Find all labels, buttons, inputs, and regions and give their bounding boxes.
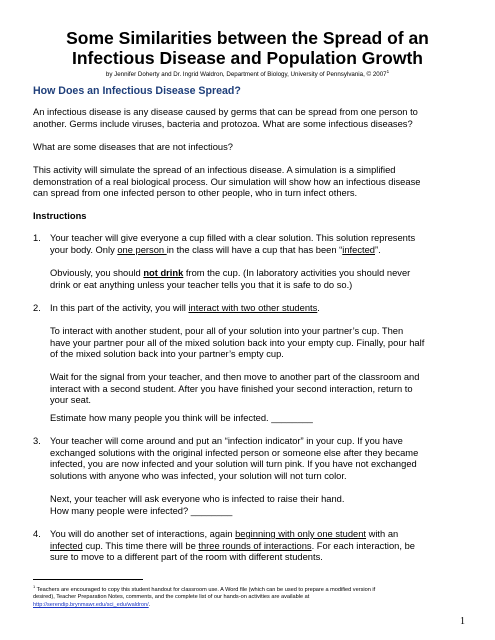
byline (0, 68, 495, 79)
step-3-text: Your teacher will come around and put an “infection indicator” in your cup. If you have exchanged solutions with the original infected person or someone else after they became infected, you are now infected and your solution will turn pink. If you have not exchanged solutions with anyone who was infected, your solution will not turn color. (50, 436, 419, 481)
footnote-link[interactable]: http://serendip.brynmawr.edu/sci_edu/waldron/ (33, 601, 149, 608)
footnote-marker: 1 (33, 584, 36, 589)
intro-paragraph-1: An infectious disease is any disease caused by germs that can be spread from one person to another. Germs include viruses, bacteria and protozoa. What are some infectious diseases? (33, 107, 418, 129)
step-2-estimate: Estimate how many people you think will be infected. ________ (50, 413, 313, 423)
step-2-number: 2. (33, 303, 41, 313)
step-4-number: 4. (33, 529, 41, 539)
footnote: $^1$ Teachers are encouraged to copy this student handout for classroom use. A Word file (which can be used to prepare a modified version if desired), Teacher Preparation Notes, comments, and the complete list of our hands-on activities are available at http://serendip.brynmawr.edu/sci_edu/waldron/. (33, 584, 376, 608)
intro-paragraph-3: This activity will simulate the spread of an infectious disease. A simulation is a simplified demonstration of a real biological process. Our simulation will show how an infectious disease can spread from one infected person to other people, who in turn infect others. (33, 165, 421, 198)
section-heading: How Does an Infectious Disease Spread? (33, 85, 241, 97)
title-line-2: Infectious Disease and Population Growth (71, 48, 424, 68)
step-3-count: Next, your teacher will ask everyone who is infected to raise their hand. How many people were infected? ________ (50, 494, 345, 516)
document-title (0, 28, 495, 68)
step-1-caution: Obviously, you should not drink from the cup. (In laboratory activities you should never drink or eat anything unless your teacher tells you that it is safe to do so.) (50, 268, 411, 290)
step-3-number: 3. (33, 436, 41, 446)
step-2-signal-text: Wait for the signal from your teacher, and then move to another part of the classroom and interact with a second student. After you have finished your second interaction, return to your seat. (50, 372, 420, 405)
step-4-text: You will do another set of interactions, again beginning with only one student with an infected cup. This time there will be three rounds of interactions. For each interaction, be sure to move to a different part of the room with different students. (50, 529, 415, 562)
step-1-text: Your teacher will give everyone a cup filled with a clear solution. This solution represents your body. Only one person in the class will have a cup that has been “infected”. (50, 233, 416, 255)
byline-footnote-marker: 1 (386, 69, 390, 74)
step-1-number: 1. (33, 233, 41, 243)
page-number: 1 (460, 616, 465, 627)
title-line-1: Some Similarities between the Spread of an (66, 28, 429, 48)
step-2-interaction-text: To interact with another student, pour all of your solution into your partner’s cup. Then have your partner pour all of the mixed solution back into your empty cup. Finally, pour half of the mixed solution back into your partner’s empty cup. (50, 326, 425, 359)
instructions-heading: Instructions (33, 211, 87, 221)
step-2-intro: In this part of the activity, you will interact with two other students. (50, 303, 320, 313)
intro-paragraph-2: What are some diseases that are not infectious? (33, 142, 233, 152)
byline-text: by Jennifer Doherty and Dr. Ingrid Waldron, Department of Biology, University of Pennsylvania, © 2007 (105, 71, 387, 79)
footnote-divider (33, 579, 143, 580)
